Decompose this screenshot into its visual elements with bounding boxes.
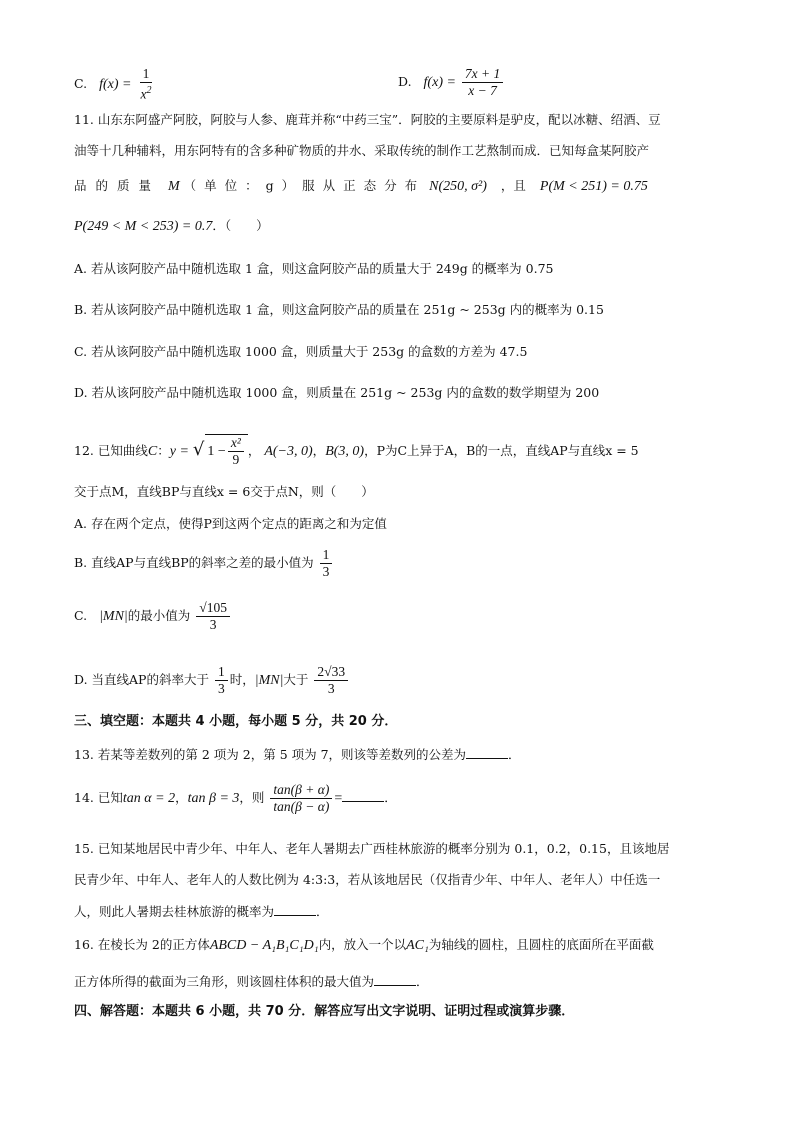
q12-number: 12. <box>74 443 94 458</box>
q14-equals: = <box>334 791 343 806</box>
q12-optd-slope-den: 3 <box>217 681 225 696</box>
q10-optd-lhs: f(x) = <box>423 75 456 90</box>
q11-prob2: P(249 < M < 253) = 0.7 <box>74 219 213 234</box>
q10-option-d <box>398 66 505 99</box>
q15-line2 <box>74 870 660 890</box>
q14-tail: ． <box>384 790 397 805</box>
q12-frac-num: x² <box>228 435 244 452</box>
q12-frac-den: 9 <box>232 452 240 467</box>
q11-optd-text: D. 若从该阿胶产品中随机选取 1000 盒，则质量在 251g ~ 253g 内的盒数的数学期望为 200 <box>74 385 600 400</box>
q16-line1c: 为轴线的圆柱，且圆柱的底面所在平面截 <box>428 937 654 952</box>
q10-optd-num: 7x + 1 <box>462 66 503 83</box>
q10-optc-label: C. <box>74 75 88 91</box>
q10-optc-num: 1 <box>140 66 153 83</box>
q12-curve-name: C <box>147 444 158 459</box>
q11-option-d <box>74 383 599 403</box>
q12-sqrt-fraction <box>228 435 244 468</box>
q14-answer-blank <box>342 787 384 802</box>
q12-optd-den: 3 <box>327 681 335 696</box>
q11-option-a <box>74 259 554 279</box>
q12-option-a <box>74 514 387 534</box>
q12-curve-lhs: y = <box>169 444 189 459</box>
q12-optc-label: C. <box>74 608 88 623</box>
q11-opta-text: A. 若从该阿胶产品中随机选取 1 盒，则这盒阿胶产品的质量大于 249g 的概率为 0.75 <box>74 261 554 276</box>
q11-unit-text: （单位：g）服从正态分布 <box>183 178 426 193</box>
q10-option-c <box>74 66 156 103</box>
q15-line2-text: 民青少年、中年人、老年人的人数比例为 4:3:3，若从该地居民（仅指青少年、中年人、老年人）中任选一 <box>74 872 661 887</box>
q11-line1-text: 山东东阿盛产阿胶，阿胶与人参、鹿茸并称“中药三宝”．阿胶的主要原料是驴皮，配以冰糖、绍酒、豆 <box>97 112 661 127</box>
q12-optb-fraction <box>320 547 333 580</box>
q12-sqrt-body <box>205 434 247 468</box>
q12-point-b: B(3, 0) <box>325 444 365 459</box>
q14-text1: 已知 <box>97 790 123 805</box>
q11-and: ，且 <box>500 178 526 193</box>
q15-line3 <box>74 901 329 922</box>
q15-line1-text: 已知某地居民中青少年、中年人、老年人暑期去广西桂林旅游的概率分别为 0.1，0.2，0.15，且该地居 <box>97 841 670 856</box>
q10-optc-lhs: f(x) = <box>99 76 132 92</box>
q11-optc-text: C. 若从该阿胶产品中随机选取 1000 盒，则质量大于 253g 的盒数的方差为 47.5 <box>74 344 528 359</box>
q14 <box>74 782 397 815</box>
q16-answer-blank <box>374 971 416 986</box>
q14-cond2: tan β = 3 <box>187 791 240 806</box>
q12-stem-line2 <box>74 482 374 502</box>
q12-optc-fraction <box>196 600 230 633</box>
q11-option-b <box>74 300 604 320</box>
q11-number: 11. <box>74 112 94 127</box>
q12-option-b <box>74 547 334 580</box>
q12-optd-slope-num: 1 <box>215 664 228 681</box>
q15-answer-blank <box>274 901 316 916</box>
q11-var-m: M <box>168 179 180 194</box>
q12-sqrt-one: 1 − <box>207 444 226 459</box>
q12-stem2-text: 交于点M，直线BP与直线x = 6交于点N，则（ ） <box>74 484 374 499</box>
q12-intro: 已知曲线 <box>97 443 148 458</box>
q12-optc-num: √105 <box>196 600 230 617</box>
q16-number: 16. <box>74 937 94 952</box>
q12-stem1-tail: ，P为C上异于A，B的一点，直线AP与直线x = 5 <box>364 443 639 458</box>
q12-optb-num: 1 <box>320 547 333 564</box>
q10-optc-den-exp: 2 <box>146 85 152 96</box>
q16-cube: ABCD − A₁B₁C₁D₁ <box>209 938 319 953</box>
q16-tail: ． <box>416 974 429 989</box>
q15-number: 15. <box>74 841 94 856</box>
q12-optd-slope-fraction <box>215 664 228 697</box>
q11-normal-dist: N(250, σ²) <box>429 179 487 194</box>
q14-text2: ，则 <box>239 790 265 805</box>
q12-optc-text: 的最小值为 <box>127 608 191 623</box>
q14-number: 14. <box>74 790 94 805</box>
section-4-heading: 四、解答题：本题共 6 小题，共 70 分．解答应写出文字说明、证明过程或演算步骤． <box>74 1004 575 1019</box>
q10-optc-den-base: x <box>140 86 147 102</box>
q16-line2-text: 正方体所得的截面为三角形，则该圆柱体积的最大值为 <box>74 974 375 989</box>
q13-number: 13. <box>74 747 94 762</box>
q13-answer-blank <box>466 744 508 759</box>
q14-fraction <box>270 782 332 815</box>
q12-optc-den: 3 <box>209 617 217 632</box>
q12-optd-num: 2√33 <box>314 664 348 681</box>
q16-line1a: 在棱长为 2的正方体 <box>97 937 210 952</box>
q15-tail: ． <box>316 904 329 919</box>
q11-line3-text: 品的质量 <box>74 178 161 193</box>
q16-axis: AC₁ <box>406 938 429 953</box>
q16-line2 <box>74 971 429 992</box>
q14-cond1: tan α = 2 <box>122 791 176 806</box>
radical-icon: √ <box>192 439 205 460</box>
q11-line2 <box>74 141 649 161</box>
q12-optb-den: 3 <box>322 564 330 579</box>
q16-line1 <box>74 935 654 956</box>
q14-frac-den: tan(β − α) <box>273 799 330 814</box>
q14-sep: ， <box>175 790 188 805</box>
q12-optd-text3: 大于 <box>283 672 309 687</box>
q12-optd-text1: D. 当直线AP的斜率大于 <box>74 672 209 687</box>
q11-option-c <box>74 342 527 362</box>
q10-optc-den <box>137 83 154 103</box>
q10-optd-fraction <box>462 66 503 99</box>
q12-optc-abs: |MN| <box>99 609 128 624</box>
q11-optb-text: B. 若从该阿胶产品中随机选取 1 盒，则这盒阿胶产品的质量在 251g ~ 253g 内的概率为 0.15 <box>74 302 604 317</box>
q12-opta-text: A. 存在两个定点，使得P到这两个定点的距离之和为定值 <box>74 516 387 531</box>
q11-line4 <box>74 216 269 237</box>
q16-line1b: 内，放入一个以 <box>318 937 407 952</box>
q10-optd-label: D. <box>398 74 412 89</box>
q15-line1 <box>74 839 669 859</box>
q12-option-d <box>74 664 350 697</box>
q11-line1 <box>74 110 661 130</box>
q11-prob1: P(M < 251) = 0.75 <box>539 179 648 194</box>
q13-tail: ． <box>508 747 521 762</box>
q13-text: 若某等差数列的第 2 项为 2，第 5 项为 7，则该等差数列的公差为 <box>97 747 467 762</box>
q10-optd-den: x − 7 <box>468 83 497 98</box>
q13 <box>74 744 521 765</box>
q12-stem-line1: 12. 已知曲线C：y = √ 1 − $\frac{\text{x²}}{9}$ ， A(−3, 0)，B(3, 0)，P为C上异于A，B的一点，直线AP与直线x = 5 <box>74 435 639 467</box>
section-3-heading: 三、填空题：本题共 4 小题，每小题 5 分，共 20 分． <box>74 714 398 729</box>
q11-line3 <box>74 176 648 197</box>
q15-line3-text: 人，则此人暑期去桂林旅游的概率为 <box>74 904 275 919</box>
q10-optc-fraction <box>137 66 154 103</box>
q14-frac-num: tan(β + α) <box>270 782 332 799</box>
q11-line2-text: 油等十几种辅料，用东阿特有的含多种矿物质的井水、采取传统的制作工艺熬制而成．已知每盒某阿胶产 <box>74 143 650 158</box>
q12-optd-text2: 时， <box>229 672 255 687</box>
q12-optd-fraction <box>314 664 348 697</box>
q12-optb-text: B. 直线AP与直线BP的斜率之差的最小值为 <box>74 555 314 570</box>
q12-point-a: A(−3, 0) <box>264 444 313 459</box>
q12-option-c <box>74 600 232 633</box>
q11-paren: ．（ ） <box>212 218 269 233</box>
q12-optd-abs: |MN| <box>254 673 284 688</box>
